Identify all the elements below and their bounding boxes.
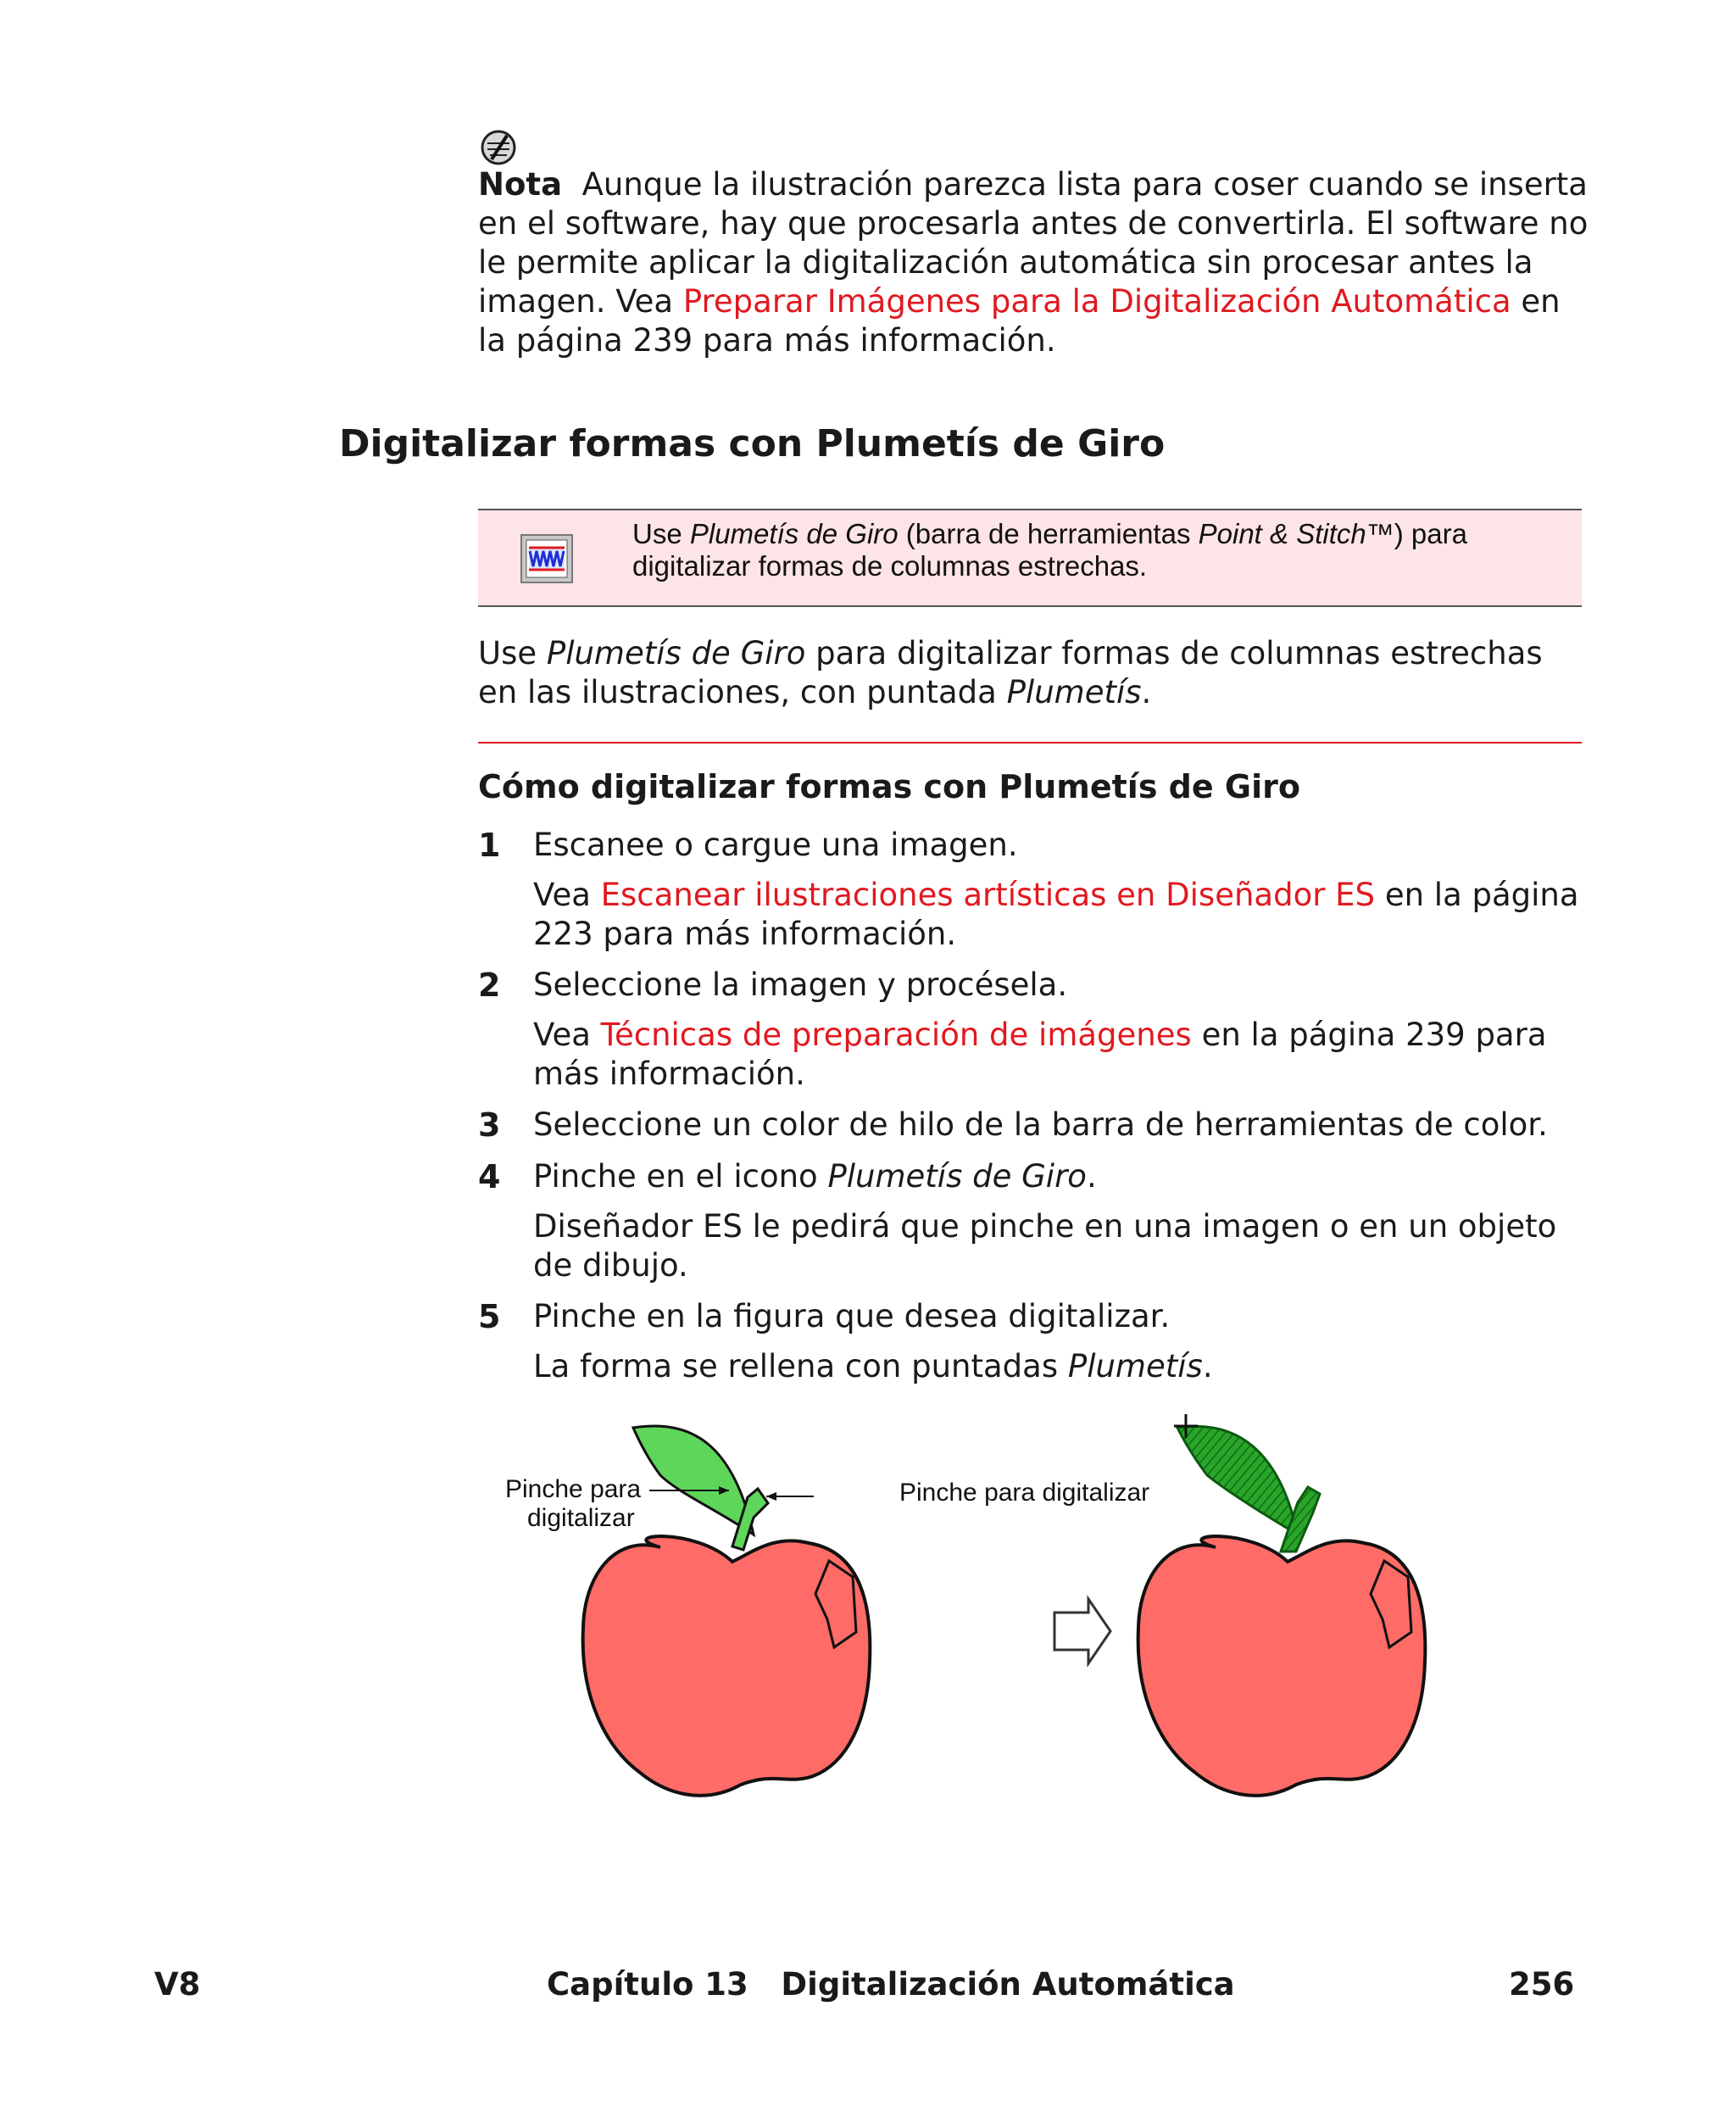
- right-arrow-icon: [1054, 1599, 1110, 1663]
- step-number: 4: [478, 1158, 501, 1195]
- tip-toolbar-name: Point & Stitch™: [1198, 518, 1394, 549]
- note-text-end: en la página 239 para más información.: [478, 283, 1561, 359]
- step-text-before: Pinche en el icono: [533, 1158, 818, 1195]
- step-sub-before: Vea: [533, 877, 591, 913]
- step-text: [533, 1157, 1593, 1196]
- para-use: Use: [478, 635, 537, 671]
- satin-turning-toolbar-icon[interactable]: [520, 534, 573, 583]
- step-number: 2: [478, 967, 501, 1004]
- label-left-2: digitalizar: [527, 1504, 635, 1532]
- step-subtext: Diseñador ES le pedirá que pinche en una imagen o en un objeto de dibujo.: [533, 1208, 1557, 1284]
- label-right: Pinche para digitalizar: [899, 1479, 1150, 1507]
- para-text-end: .: [1141, 674, 1152, 710]
- tip-tool-name: Plumetís de Giro: [689, 518, 899, 549]
- step-link[interactable]: Escanear ilustraciones artísticas en Diseñador ES: [600, 877, 1376, 913]
- step-text: Escanee o cargue una imagen.: [533, 827, 1018, 863]
- label-left-1: Pinche para: [505, 1475, 642, 1503]
- apple-figure: [478, 1407, 1582, 1806]
- step-sub-after: en la página 223 para más información.: [533, 877, 1579, 952]
- step-text: Seleccione un color de hilo de la barra de herramientas de color.: [533, 1106, 1548, 1143]
- note-paragraph: [478, 165, 1589, 360]
- tip-text-mid: (barra de herramientas: [905, 518, 1191, 549]
- step-subtext: [533, 876, 1593, 954]
- step-tool-name: Plumetís de Giro: [827, 1158, 1087, 1195]
- procedure-heading: Cómo digitalizar formas con Plumetís de Giro: [478, 768, 1300, 805]
- step-number: 5: [478, 1298, 501, 1335]
- step-stitch-name: Plumetís: [1067, 1348, 1203, 1384]
- leaf: [633, 1426, 754, 1535]
- tip-text-end: ) para digitalizar formas de columnas estrechas.: [632, 518, 1467, 582]
- tip-use: Use: [632, 518, 682, 549]
- footer-version: V8: [154, 1966, 201, 2003]
- section-heading: Digitalizar formas con Plumetís de Giro: [339, 422, 1166, 465]
- para-stitch-name: Plumetís: [1006, 674, 1142, 710]
- step-text: Pinche en la figura que desea digitalizar.: [533, 1298, 1171, 1334]
- step-sub-before: La forma se rellena con puntadas: [533, 1348, 1059, 1384]
- step-link[interactable]: Técnicas de preparación de imágenes: [600, 1017, 1192, 1053]
- tip-text: [632, 518, 1573, 582]
- divider: [478, 742, 1582, 744]
- note-link[interactable]: Preparar Imágenes para la Digitalización Automática: [682, 283, 1511, 320]
- step-sub-before: Vea: [533, 1017, 591, 1053]
- step-number: 1: [478, 827, 501, 864]
- step-sub-after: .: [1202, 1348, 1213, 1384]
- stitched-leaf: [1177, 1426, 1298, 1535]
- note-text: Aunque la ilustración parezca lista para coser cuando se inserta en el software, hay que procesarla antes de convertirla. El software no le permite aplicar la digitalización automática sin procesar antes la imagen. Vea: [478, 166, 1589, 320]
- footer-page-number: 256: [1509, 1966, 1575, 2003]
- step-subtext: [533, 1347, 1593, 1386]
- step-subtext: [533, 1016, 1593, 1094]
- para-tool-name: Plumetís de Giro: [546, 635, 806, 671]
- step-text-after: .: [1086, 1158, 1097, 1195]
- footer-chapter: Capítulo 13 Digitalización Automática: [547, 1966, 1235, 2003]
- apple-body-2: [1138, 1536, 1426, 1796]
- apple-body: [583, 1536, 871, 1796]
- step-sub-after: en la página 239 para más información.: [533, 1017, 1547, 1092]
- note-pencil-icon: [480, 129, 517, 166]
- intro-paragraph: [478, 634, 1589, 712]
- para-text-mid: para digitalizar formas de columnas estrechas en las ilustraciones, con puntada: [478, 635, 1543, 710]
- digitized-apple: [1138, 1426, 1426, 1795]
- note-label: Nota: [478, 166, 563, 203]
- step-number: 3: [478, 1106, 501, 1144]
- step-text: Seleccione la imagen y procésela.: [533, 967, 1068, 1003]
